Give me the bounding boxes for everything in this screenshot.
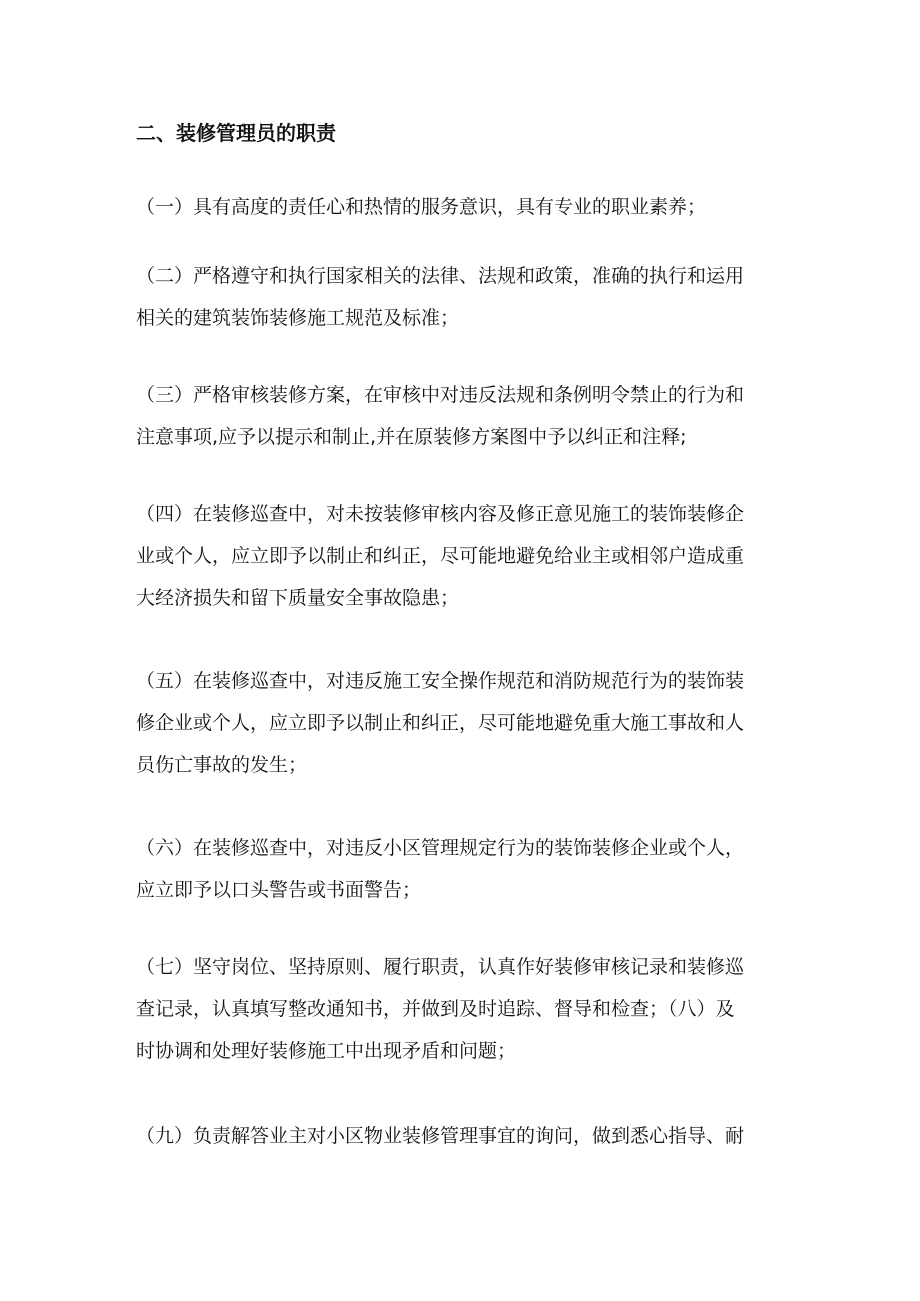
paragraph-line: 时协调和处理好装修施工中出现矛盾和问题； [136, 1040, 517, 1062]
duty-paragraph-6 [136, 827, 796, 911]
duty-paragraph-4 [136, 493, 796, 619]
duty-paragraph-9 [136, 1115, 796, 1157]
paragraph-line: 业或个人，应立即予以制止和纠正，尽可能地避免给业主或相邻户造成重 [136, 545, 745, 567]
paragraph-line: （五）在装修巡查中，对违反施工安全操作规范和消防规范行为的装饰装 [136, 670, 745, 692]
duty-paragraph-2 [136, 255, 796, 339]
duty-paragraph-5 [136, 660, 796, 786]
paragraph-line: 查记录，认真填写整改通知书，并做到及时追踪、督导和检查；（八）及 [136, 998, 735, 1020]
paragraph-line: （六）在装修巡查中，对违反小区管理规定行为的装饰装修企业或个人， [136, 837, 745, 859]
duty-paragraph-1 [136, 186, 796, 228]
paragraph-line: （三）严格审核装修方案，在审核中对违反法规和条例明令禁止的行为和 [136, 384, 745, 406]
duty-paragraph-3 [136, 374, 796, 458]
paragraph-line: （二）严格遵守和执行国家相关的法律、法规和政策，准确的执行和运用 [136, 265, 745, 287]
duty-paragraph-7 [136, 946, 796, 1072]
paragraph-line: 应立即予以口头警告或书面警告； [136, 879, 422, 901]
paragraph-line: （四）在装修巡查中，对未按装修审核内容及修正意见施工的装饰装修企 [136, 503, 745, 525]
paragraph-line: 注意事项,应予以提示和制止,并在原装修方案图中予以纠正和注释; [136, 426, 687, 448]
paragraph-line: （一）具有高度的责任心和热情的服务意识，具有专业的职业素养； [136, 196, 707, 218]
paragraph-line: 大经济损失和留下质量安全事故隐患； [136, 587, 460, 609]
paragraph-line: 相关的建筑装饰装修施工规范及标准； [136, 307, 460, 329]
paragraph-line: （九）负责解答业主对小区物业装修管理事宜的询问，做到悉心指导、耐 [136, 1125, 745, 1147]
paragraph-line: 修企业或个人，应立即予以制止和纠正，尽可能地避免重大施工事故和人 [136, 712, 745, 734]
section-heading: 二、装修管理员的职责 [136, 121, 336, 145]
paragraph-line: 员伤亡事故的发生； [136, 754, 308, 776]
paragraph-line: （七）坚守岗位、坚持原则、履行职责，认真作好装修审核记录和装修巡 [136, 956, 745, 978]
